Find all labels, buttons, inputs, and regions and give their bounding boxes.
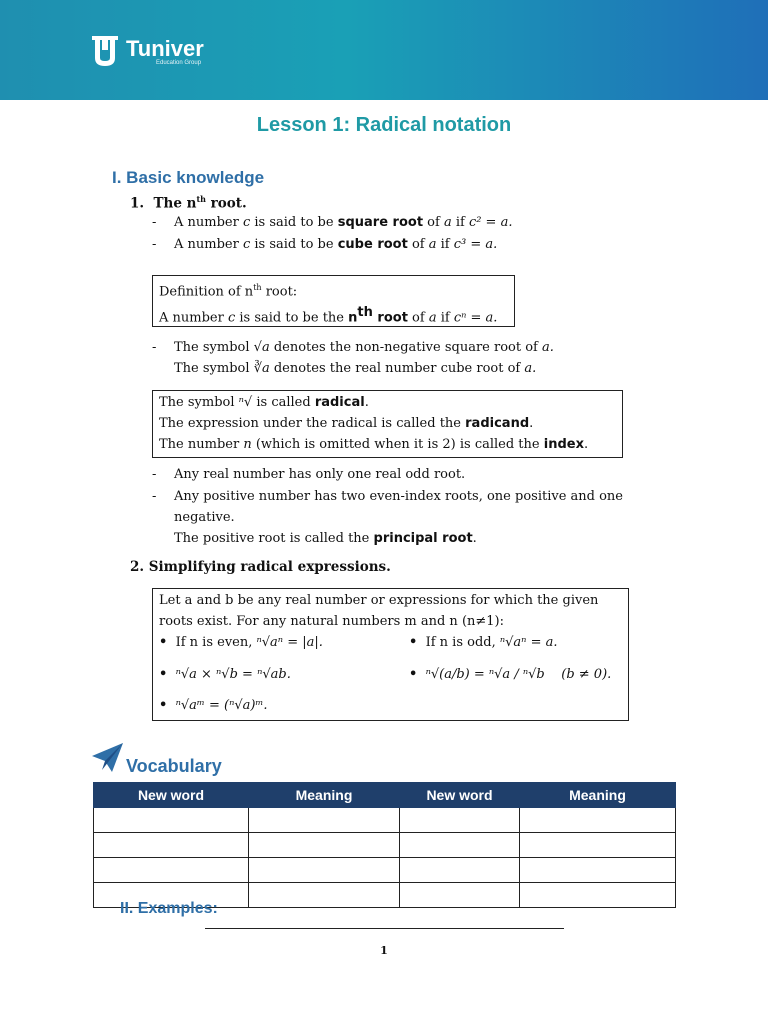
definition-heading: Definition of $n^{th}$ root: [159,283,298,300]
odd-root-line: - Any real number has only one real odd root. [152,467,466,482]
rules-intro-line-2: roots exist. For any natural numbers m and n (n≠1): [159,614,505,629]
page-title: Lesson 1: Radical notation [256,114,512,136]
header-new-word-1: New word [94,783,249,808]
page-number: 1 [380,944,388,957]
radical-definition-box [152,390,623,458]
item-simplifying-heading: 2. Simplifying radical expressions. [130,559,391,575]
brand-subtitle: Education Group [156,60,202,66]
brand-logo [90,34,204,70]
even-root-line: - Any positive number has two even-index roots, one positive and one [152,489,623,504]
symbol-square-root-line: - The symbol √a denotes the non-negative square root of a. [152,340,554,355]
index-line: The number n (which is omitted when it is 2) is called the index. [159,437,589,452]
symbol-cube-root-line: The symbol ∛a denotes the real number cube root of a. [174,361,537,376]
rules-intro-line-1: Let a and b be any real number or expressions for which the given [159,593,599,608]
tuniver-logo-icon [90,34,120,70]
table-row [94,808,676,833]
page-header-banner [0,0,768,100]
principal-root-line: The positive root is called the principal root. [174,531,477,546]
rules-box [152,588,629,721]
vocab-cell[interactable] [400,858,520,883]
item-nth-root-heading: 1. The $n^{th}$ root. [130,194,247,212]
rule-product: • ⁿ√a × ⁿ√b = ⁿ√ab. [159,667,291,682]
definition-box [152,275,515,327]
brand-name: Tuniver [126,36,204,61]
rule-odd-root: • If n is odd, ⁿ√aⁿ = a. [409,635,558,650]
section-basic-knowledge: I. Basic knowledge [112,168,265,187]
vocab-cell[interactable] [520,833,676,858]
vocab-cell[interactable] [94,833,249,858]
cube-root-line: - A number c is said to be cube root of a if c³ = a. [152,237,498,252]
vocab-cell[interactable] [249,808,400,833]
vocab-cell[interactable] [520,883,676,908]
vocab-cell[interactable] [400,883,520,908]
rule-power: • ⁿ√aᵐ = (ⁿ√a)ᵐ. [159,698,268,713]
definition-text: A number c is said to be the $n^{th}$ root of a if cⁿ = a. [159,305,498,326]
radicand-line: The expression under the radical is called the radicand. [159,416,534,431]
vocab-cell[interactable] [520,858,676,883]
header-meaning-1: Meaning [249,783,400,808]
vocabulary-title: Vocabulary [126,756,222,776]
section-examples: II. Examples: [120,900,218,917]
square-root-line: - A number c is said to be square root of a if c² = a. [152,215,513,230]
footer-divider [205,928,564,929]
vocab-cell[interactable] [400,833,520,858]
radical-line: The symbol ⁿ√ is called radical. [159,395,369,410]
vocabulary-header-row [94,783,676,808]
vocab-cell[interactable] [249,883,400,908]
header-new-word-2: New word [400,783,520,808]
even-root-line-continued: negative. [174,510,235,525]
vocab-cell[interactable] [400,808,520,833]
paper-plane-icon [90,742,124,774]
vocabulary-table [93,782,676,908]
vocab-cell[interactable] [94,808,249,833]
rule-quotient: • ⁿ√(a/b) = ⁿ√a / ⁿ√b (b ≠ 0). [409,667,612,682]
table-row [94,833,676,858]
rule-even-root: • If n is even, ⁿ√aⁿ = |a|. [159,635,323,650]
vocab-cell[interactable] [94,858,249,883]
vocab-cell[interactable] [520,808,676,833]
vocab-cell[interactable] [249,858,400,883]
vocab-cell[interactable] [249,833,400,858]
header-meaning-2: Meaning [520,783,676,808]
table-row [94,858,676,883]
